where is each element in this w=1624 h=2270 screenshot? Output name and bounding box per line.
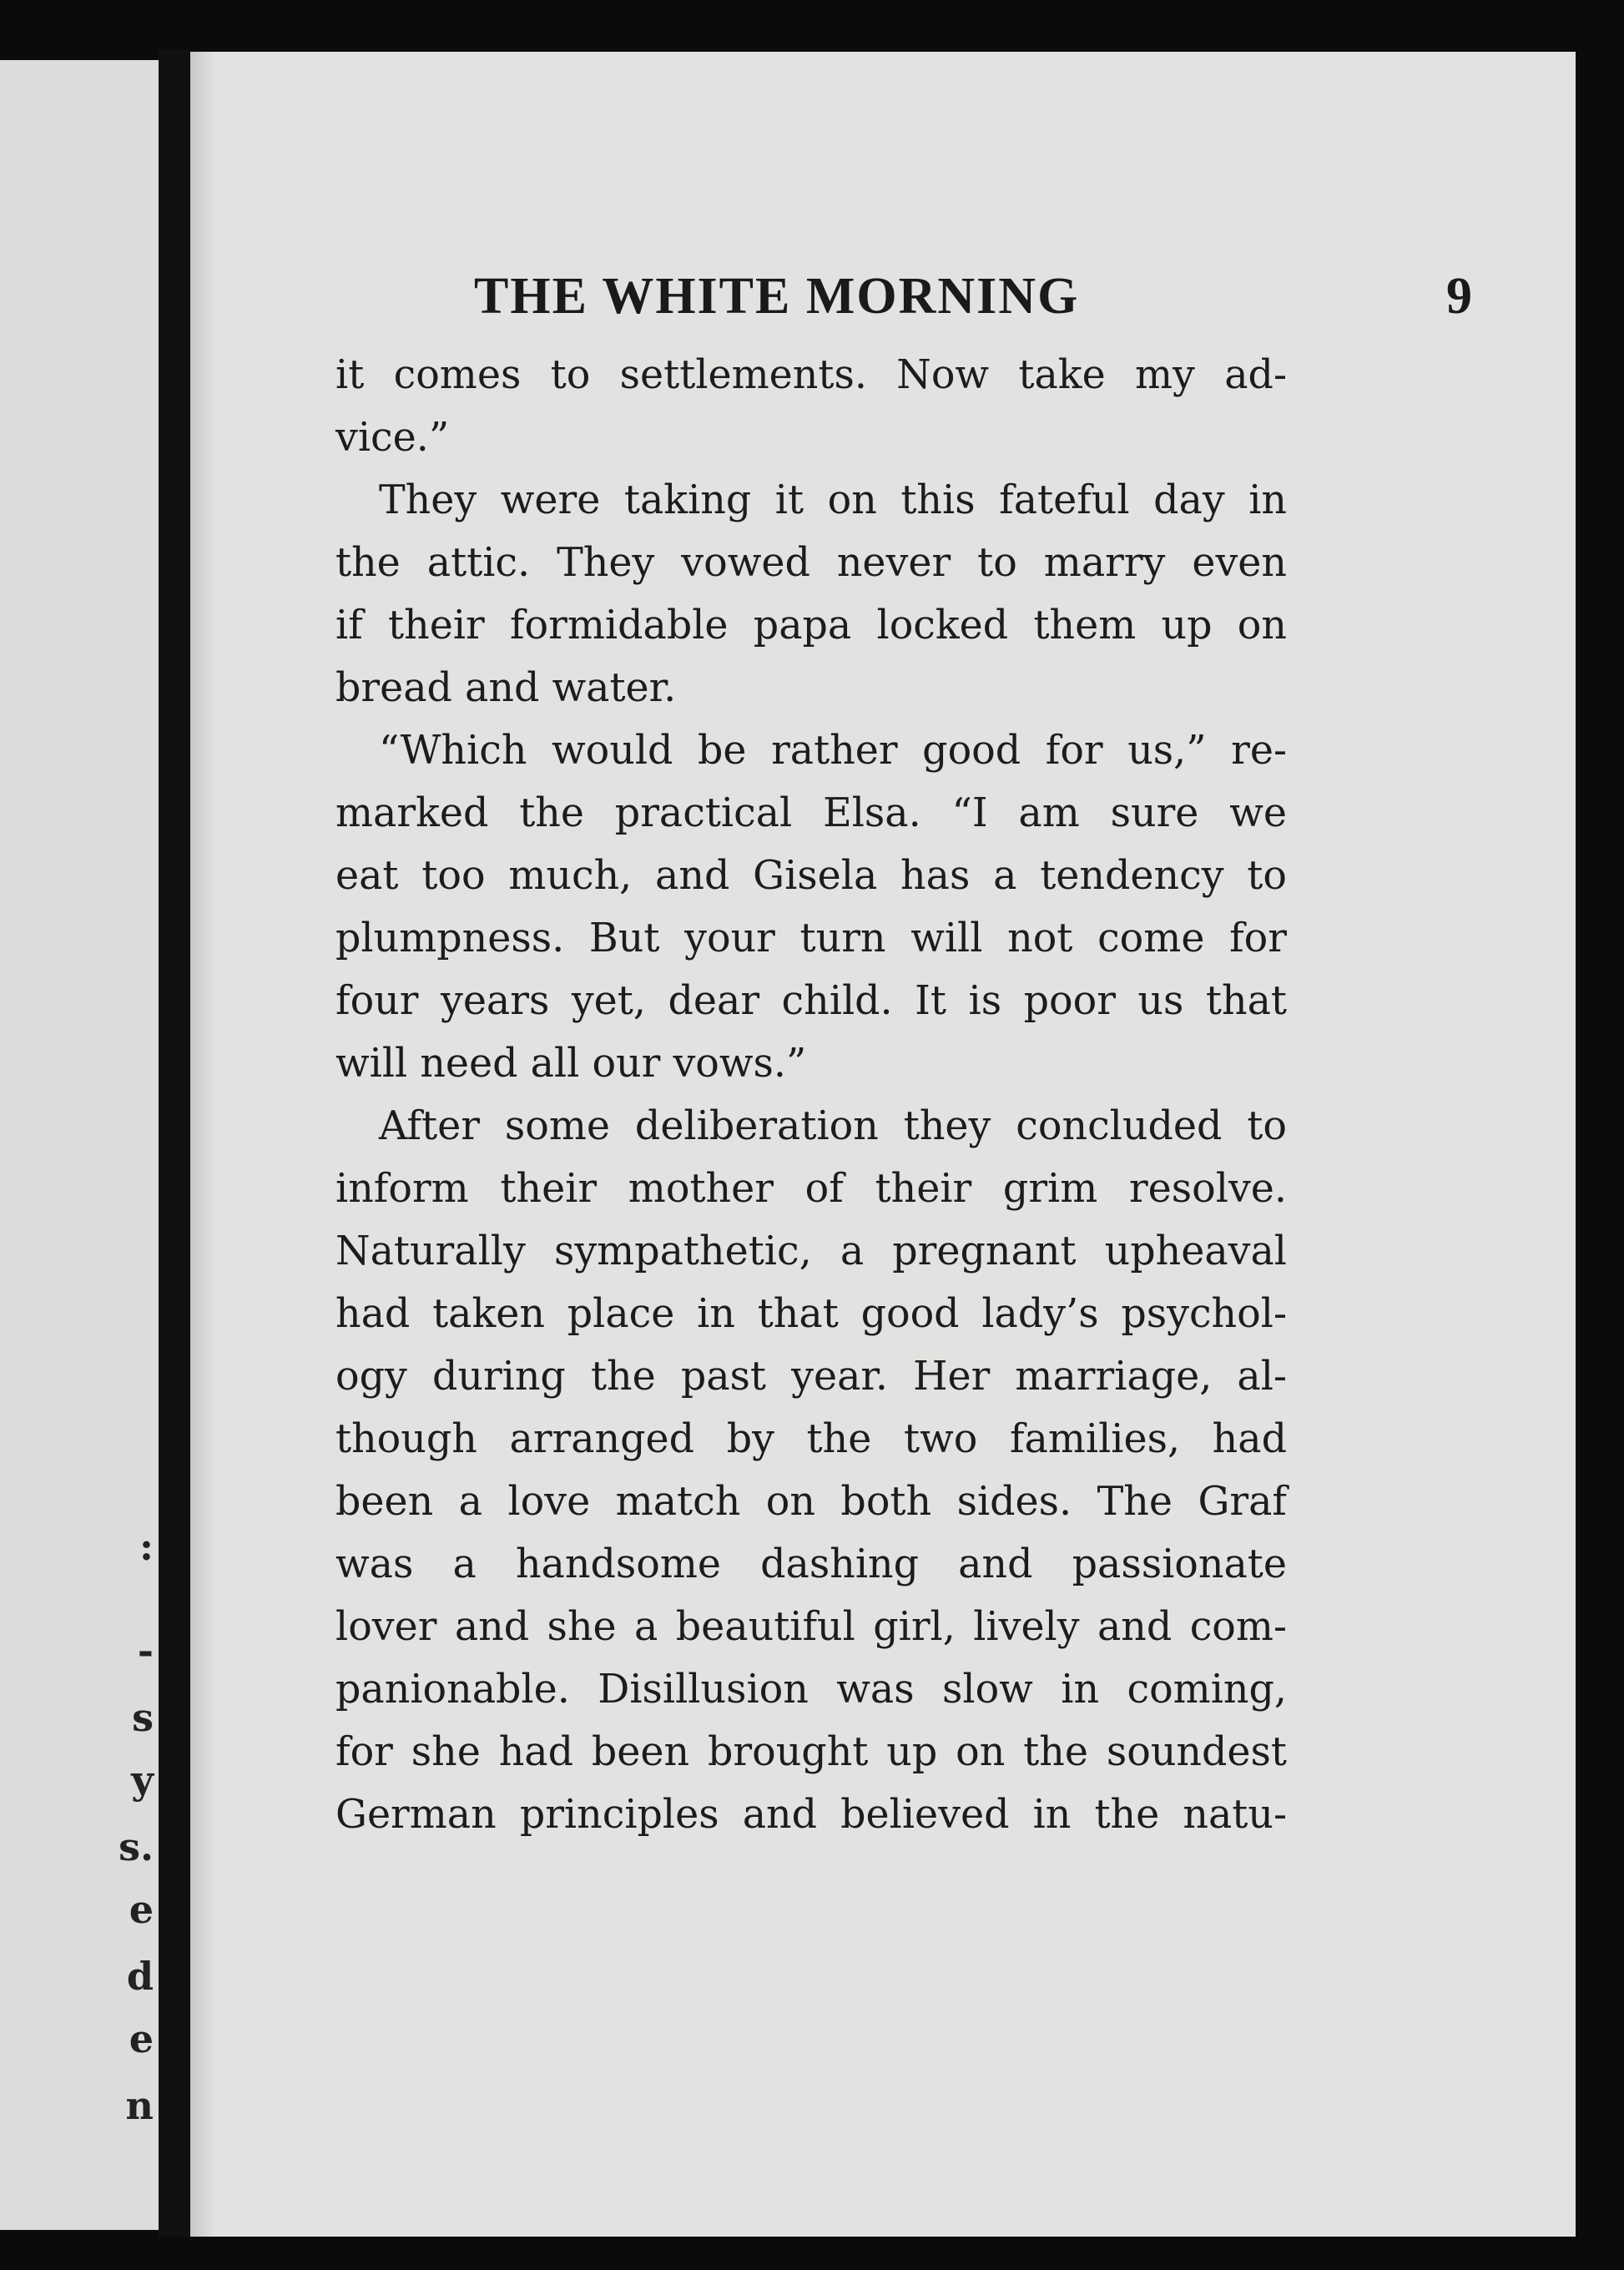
facing-page-fragment: y	[131, 1758, 154, 1803]
facing-page-fragment: e	[129, 2016, 154, 2061]
text-line: will need all our vows.”	[335, 1041, 807, 1087]
page-number: 9	[1446, 268, 1472, 325]
facing-page-fragment: n	[125, 2083, 154, 2128]
text-line: though arranged by the two families, had	[335, 1416, 1287, 1462]
text-line: it comes to settlements. Now take my ad-	[335, 352, 1287, 398]
text-line: marked the practical Elsa. “I am sure we	[335, 790, 1287, 836]
text-line: panionable. Disillusion was slow in coming,	[335, 1667, 1287, 1713]
running-title: THE WHITE MORNING	[474, 268, 1080, 325]
text-line: had taken place in that good lady’s psychol-	[335, 1291, 1287, 1337]
facing-page-edge	[0, 60, 167, 2230]
text-line: “Which would be rather good for us,” re-	[379, 728, 1287, 774]
text-line: was a handsome dashing and passionate	[335, 1541, 1287, 1587]
facing-page-fragment: d	[126, 1954, 154, 1999]
text-line: eat too much, and Gisela has a tendency to	[335, 853, 1287, 899]
facing-page-fragment: -	[137, 1628, 154, 1673]
text-line: the attic. They vowed never to marry even	[335, 540, 1287, 586]
text-line: plumpness. But your turn will not come for	[335, 916, 1287, 961]
text-line: inform their mother of their grim resolve.	[335, 1166, 1287, 1212]
book-gutter	[159, 50, 192, 2237]
body-text	[335, 344, 1287, 1846]
text-line: four years yet, dear child. It is poor us that	[335, 978, 1287, 1024]
gutter-shadow	[190, 52, 215, 2237]
facing-page-fragment: e	[129, 1887, 154, 1932]
text-line: ogy during the past year. Her marriage, al-	[335, 1354, 1287, 1400]
text-line: After some deliberation they concluded to	[379, 1103, 1287, 1149]
facing-page-fragment: s	[132, 1695, 154, 1740]
text-line: vice.”	[335, 415, 450, 461]
facing-page-fragment: s.	[119, 1824, 154, 1869]
book-page	[190, 52, 1576, 2237]
text-line: German principles and believed in the natu-	[335, 1792, 1287, 1838]
text-line: They were taking it on this fateful day in	[379, 477, 1287, 523]
text-line: bread and water.	[335, 665, 677, 711]
running-head	[474, 267, 1472, 334]
text-line: for she had been brought up on the soundest	[335, 1729, 1287, 1775]
text-line: Naturally sympathetic, a pregnant upheaval	[335, 1228, 1287, 1274]
text-line: lover and she a beautiful girl, lively and com-	[335, 1604, 1287, 1650]
facing-page-fragments	[0, 60, 167, 2230]
text-line: if their formidable papa locked them up on	[335, 603, 1287, 648]
text-line: been a love match on both sides. The Graf	[335, 1479, 1287, 1525]
facing-page-fragment: :	[139, 1524, 154, 1569]
